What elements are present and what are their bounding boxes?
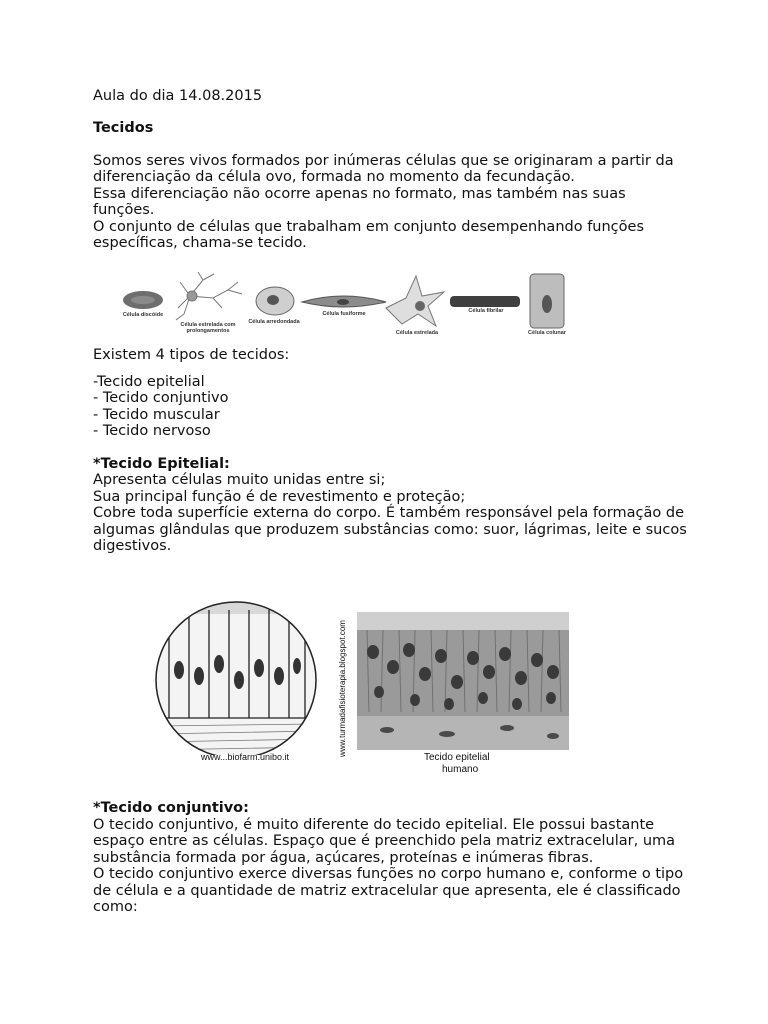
right-figure-caption-1: Tecido epitelial bbox=[424, 752, 490, 763]
conjuntivo-l6: como: bbox=[93, 899, 138, 915]
stellate-cell-shape bbox=[386, 276, 444, 326]
conjuntivo-l4: O tecido conjuntivo exerce diversas funções no corpo humano e, conforme o tipo bbox=[93, 866, 684, 882]
types-intro: Existem 4 tipos de tecidos: bbox=[93, 347, 290, 363]
conjuntivo-l2: espaço entre as células. Espaço que é preenchido pela matriz extracelular, uma bbox=[93, 833, 676, 849]
epitelial-l3: Cobre toda superfície externa do corpo. É também responsável pela formação de bbox=[93, 505, 684, 521]
conjuntivo-heading: *Tecido conjuntivo: bbox=[93, 800, 249, 816]
neuron-cell-shape bbox=[176, 272, 242, 320]
conjuntivo-l3: substância formada por água, açúcares, proteínas e inúmeras fibras. bbox=[93, 850, 594, 866]
cell-shapes-figure bbox=[118, 268, 578, 340]
epitelial-l5: digestivos. bbox=[93, 538, 172, 554]
caption-estrelada: Célula estrelada bbox=[395, 330, 439, 336]
fibrilar-cell-shape bbox=[450, 296, 520, 307]
caption-fibrilar: Célula fibrilar bbox=[468, 308, 504, 314]
intro-p2-l1: Essa diferenciação não ocorre apenas no formato, mas também nas suas bbox=[93, 186, 626, 202]
epithelium-drawing-svg bbox=[155, 600, 317, 755]
page-title: Tecidos bbox=[93, 120, 154, 136]
epitelial-l4: algumas glândulas que produzem substâncias como: suor, lágrimas, leite e sucos bbox=[93, 522, 687, 538]
intro-p3-l2: específicas, chama-se tecido. bbox=[93, 235, 307, 251]
epitelial-l2: Sua principal função é de revestimento e proteção; bbox=[93, 489, 466, 505]
epithelium-photo bbox=[357, 612, 569, 750]
conjuntivo-l1: O tecido conjuntivo, é muito diferente do tecido epitelial. Ele possui bastante bbox=[93, 817, 655, 833]
epithelium-drawing bbox=[155, 600, 317, 770]
epithelium-photo-svg bbox=[357, 612, 569, 750]
intro-p2-l2: funções. bbox=[93, 202, 155, 218]
right-figure-vertical-credit: www.turmadafisioterapia.blogspot.com bbox=[338, 620, 347, 757]
intro-p1-l1: Somos seres vivos formados por inúmeras células que se originaram a partir da bbox=[93, 153, 674, 169]
date-line: Aula do dia 14.08.2015 bbox=[93, 88, 263, 104]
caption-discoide: Célula discóide bbox=[122, 312, 164, 318]
epitelial-l1: Apresenta células muito unidas entre si; bbox=[93, 472, 386, 488]
caption-arredondada: Célula arredondada bbox=[248, 319, 300, 325]
intro-p3-l1: O conjunto de células que trabalham em conjunto desempenhando funções bbox=[93, 219, 644, 235]
intro-p1-l2: diferenciação da célula ovo, formada no momento da fecundação. bbox=[93, 169, 575, 185]
right-figure-caption-2: humano bbox=[442, 764, 479, 775]
type-item-2: - Tecido conjuntivo bbox=[93, 390, 229, 406]
type-item-1: -Tecido epitelial bbox=[93, 374, 205, 390]
type-item-3: - Tecido muscular bbox=[93, 407, 220, 423]
caption-fusiforme: Célula fusiforme bbox=[322, 311, 366, 317]
left-figure-credit: www...biofarm.unibo.it bbox=[201, 752, 290, 762]
epitelial-heading: *Tecido Epitelial: bbox=[93, 456, 230, 472]
caption-colunar: Célula colunar bbox=[528, 330, 566, 336]
caption-estrelada-prolong-1: Célula estrelada com bbox=[180, 322, 236, 328]
type-item-4: - Tecido nervoso bbox=[93, 423, 211, 439]
caption-estrelada-prolong-2: prolongamentos bbox=[186, 328, 230, 334]
conjuntivo-l5: de célula e a quantidade de matriz extracelular que apresenta, ele é classificado bbox=[93, 883, 681, 899]
